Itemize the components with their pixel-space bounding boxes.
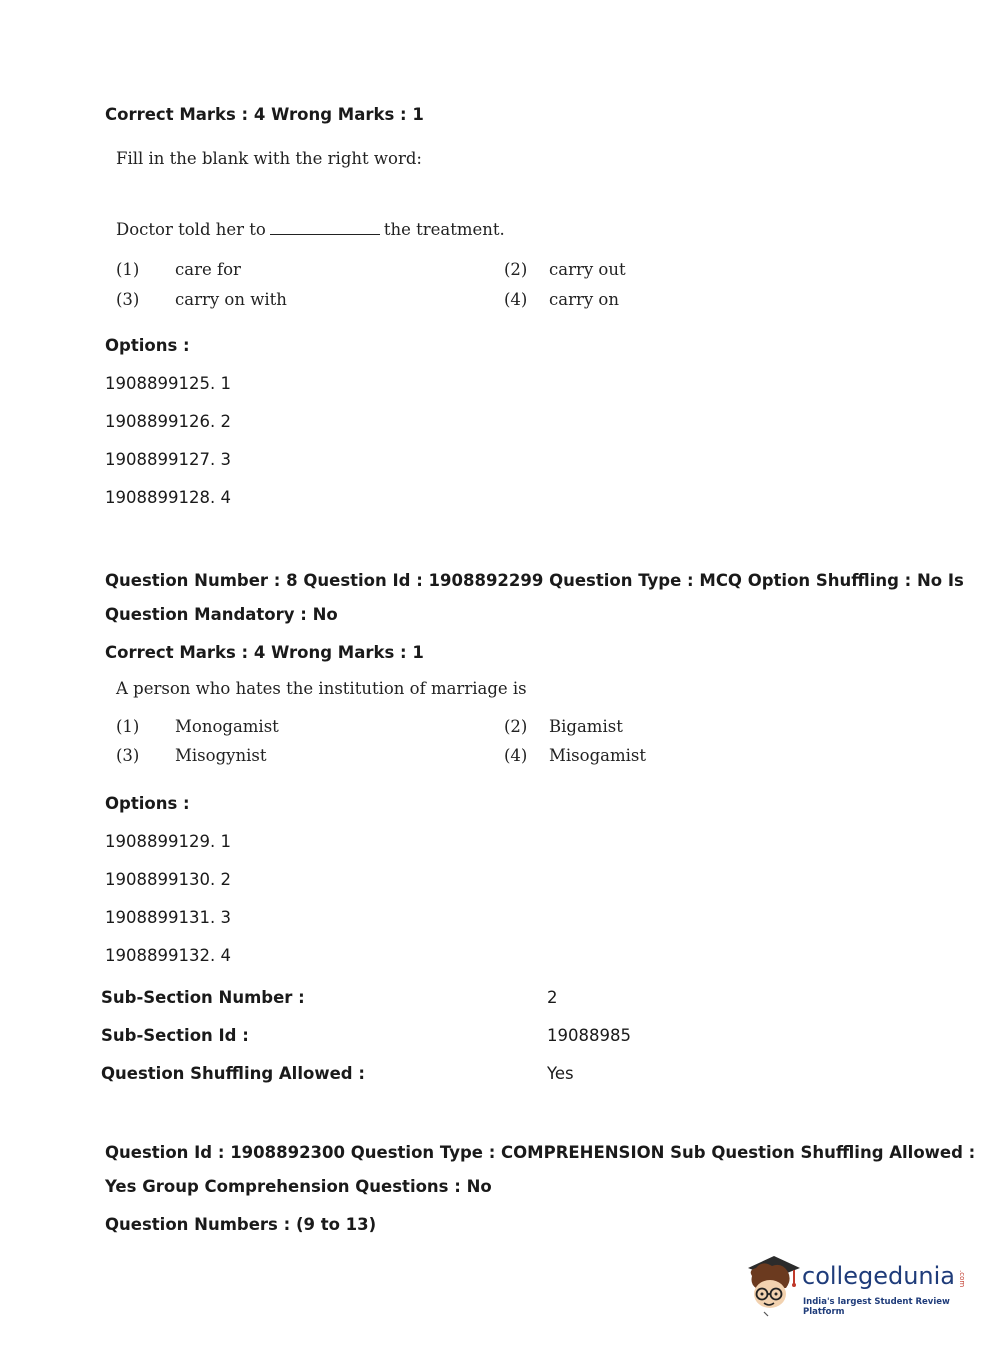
q7-choice-num-3: (3) bbox=[116, 290, 140, 309]
q7-sentence-before: Doctor told her to bbox=[116, 220, 266, 239]
q8-option-2: 1908899130. 2 bbox=[105, 870, 231, 889]
q8-option-3: 1908899131. 3 bbox=[105, 908, 231, 927]
comprehension-question-numbers: Question Numbers : (9 to 13) bbox=[105, 1215, 377, 1234]
q7-options-label: Options : bbox=[105, 336, 190, 355]
q8-choice-num-2: (2) bbox=[504, 717, 528, 736]
q8-choice-num-1: (1) bbox=[116, 717, 140, 736]
q7-instruction: Fill in the blank with the right word: bbox=[116, 149, 422, 168]
q7-option-4: 1908899128. 4 bbox=[105, 488, 231, 507]
comprehension-line1: Question Id : 1908892300 Question Type : COMPREHENSION Sub Question Shuffling Allowed : bbox=[105, 1143, 976, 1162]
q7-choice-num-4: (4) bbox=[504, 290, 528, 309]
q8-options-label: Options : bbox=[105, 794, 190, 813]
q7-option-1: 1908899125. 1 bbox=[105, 374, 231, 393]
subsection-id-value: 19088985 bbox=[547, 1026, 631, 1045]
q8-choice-num-4: (4) bbox=[504, 746, 528, 765]
logo-wordmark: collegedunia bbox=[802, 1262, 956, 1290]
q8-choice-text-4: Misogamist bbox=[549, 746, 646, 765]
q7-marks: Correct Marks : 4 Wrong Marks : 1 bbox=[105, 105, 424, 124]
q8-header-line2: Question Mandatory : No bbox=[105, 605, 338, 624]
q7-option-3: 1908899127. 3 bbox=[105, 450, 231, 469]
q8-choice-text-2: Bigamist bbox=[549, 717, 623, 736]
q7-choice-text-3: carry on with bbox=[175, 290, 287, 309]
q8-choice-text-1: Monogamist bbox=[175, 717, 279, 736]
q8-option-4: 1908899132. 4 bbox=[105, 946, 231, 965]
q7-sentence bbox=[116, 220, 505, 239]
q8-choice-text-3: Misogynist bbox=[175, 746, 267, 765]
logo-tagline: India's largest Student Review Platform bbox=[803, 1297, 950, 1317]
question-shuffling-label: Question Shuffling Allowed : bbox=[101, 1064, 365, 1083]
q8-marks: Correct Marks : 4 Wrong Marks : 1 bbox=[105, 643, 424, 662]
q8-header-line1: Question Number : 8 Question Id : 1908892299 Question Type : MCQ Option Shuffling : No Is bbox=[105, 571, 964, 590]
q8-choice-num-3: (3) bbox=[116, 746, 140, 765]
q8-question: A person who hates the institution of marriage is bbox=[116, 679, 527, 698]
q8-option-1: 1908899129. 1 bbox=[105, 832, 231, 851]
collegedunia-logo bbox=[742, 1250, 972, 1320]
q7-choice-num-1: (1) bbox=[116, 260, 140, 279]
q7-sentence-after: the treatment. bbox=[383, 220, 505, 239]
subsection-number-value: 2 bbox=[547, 988, 558, 1007]
blank-line bbox=[270, 220, 380, 235]
q7-choice-text-2: carry out bbox=[549, 260, 626, 279]
student-mascot-icon bbox=[742, 1250, 802, 1320]
logo-suffix: .com bbox=[958, 1270, 966, 1288]
q7-option-2: 1908899126. 2 bbox=[105, 412, 231, 431]
subsection-id-label: Sub-Section Id : bbox=[101, 1026, 249, 1045]
q7-choice-text-4: carry on bbox=[549, 290, 619, 309]
question-shuffling-value: Yes bbox=[547, 1064, 574, 1083]
q7-choice-text-1: care for bbox=[175, 260, 241, 279]
comprehension-line2: Yes Group Comprehension Questions : No bbox=[105, 1177, 492, 1196]
subsection-number-label: Sub-Section Number : bbox=[101, 988, 305, 1007]
q7-choice-num-2: (2) bbox=[504, 260, 528, 279]
